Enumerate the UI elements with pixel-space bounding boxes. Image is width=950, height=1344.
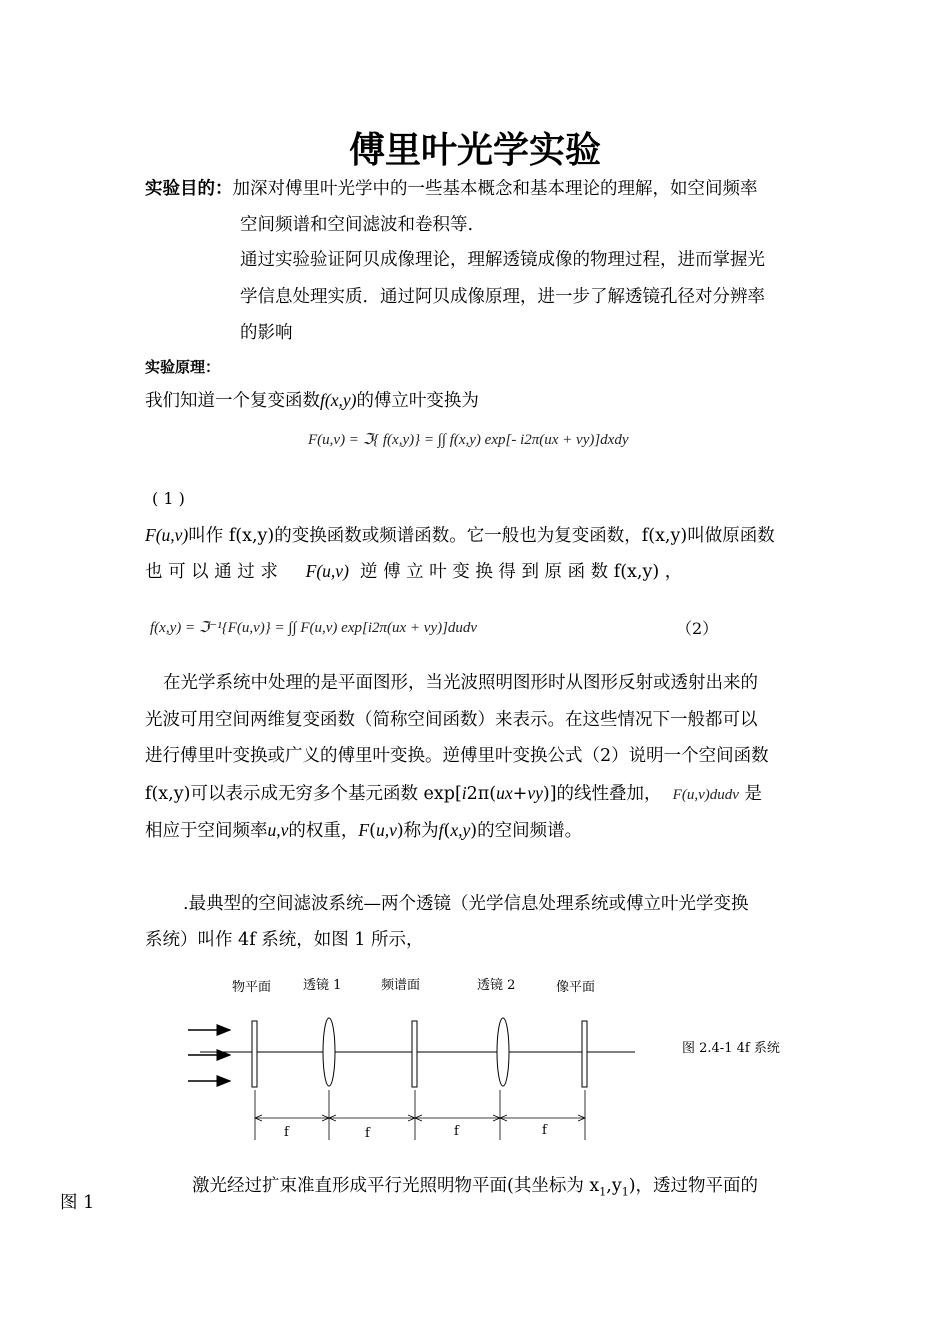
purpose-line-3: 通过实验验证阿贝成像理论，理解透镜成像的物理过程，进而掌握光 — [240, 250, 765, 270]
f-label-3: f — [454, 1124, 459, 1139]
paragraph-2-line-2: 光波可用空间两维复变函数（简称空间函数）来表示。在这些情况下一般都可以 — [145, 710, 758, 730]
intro-text: 我们知道一个复变函数 — [145, 391, 320, 411]
p2-l5-a: 相应于空间频率 — [145, 821, 268, 841]
p2-l5-i: )的空间频谱。 — [470, 821, 583, 841]
intro-fx: f(x,y) — [320, 390, 357, 410]
label-lens-2: 透镜 2 — [477, 978, 516, 993]
last-line-b: ,y — [606, 1176, 622, 1196]
image-plane — [582, 1021, 587, 1087]
lens-1 — [323, 1018, 335, 1086]
p2-l5-uv: u,v — [267, 820, 289, 840]
last-line-sub1: 1 — [599, 1185, 607, 1199]
p1-line2-b: 逆 傅 立 叶 变 换 得 到 原 函 数 f(x,y) ， — [360, 562, 683, 582]
p1-line2-Fuv: F(u,v) — [305, 561, 349, 581]
p2-l4-c: 2π( — [466, 784, 497, 804]
last-line — [192, 1168, 758, 1211]
formula-2: f(x,y) = ℑ⁻¹{F(u,v)} = ∫∫ F(u,v) exp[i2π(ux + vy)]dudv — [150, 620, 478, 636]
purpose-line-5: 的影响 — [240, 323, 293, 343]
equation-1-number: ( 1 ) — [152, 489, 185, 508]
p2-l5-d: u,v — [375, 820, 397, 840]
f-label-2: f — [365, 1126, 370, 1141]
lens-2 — [497, 1018, 509, 1086]
purpose-text-1: 加深对傅里叶光学中的一些基本概念和基本理论的理解，如空间频率 — [232, 179, 758, 199]
p2-l4-formula: F(u,v)dudv — [672, 787, 739, 803]
principle-label: 实验原理： — [145, 358, 221, 376]
last-line-a: 激光经过扩束准直形成平行光照明物平面(其坐标为 x — [192, 1176, 600, 1196]
label-object-plane: 物平面 — [232, 980, 272, 995]
last-line-c: )，透过物平面的 — [628, 1176, 759, 1196]
formula-1: F(u,v) = ℑ{ f(x,y)} = ∫∫ f(x,y) exp[- i2π(ux + vy)]dxdy — [308, 432, 629, 448]
p2-l4-f: vy — [527, 783, 543, 803]
purpose-label: 实验目的： — [145, 179, 233, 199]
p2-l4-e: + — [512, 784, 528, 804]
p2-l4-g: )]的线性叠加， — [542, 784, 662, 804]
label-image-plane: 像平面 — [556, 980, 596, 995]
label-lens-1: 透镜 1 — [303, 978, 342, 993]
equation-2-number: （2） — [676, 619, 719, 638]
last-line-sub2: 1 — [621, 1185, 629, 1199]
label-spectrum-plane: 频谱面 — [381, 978, 421, 993]
p1-line1-rest: 叫作 f(x,y)的变换函数或频谱函数。它一般也为复变函数，f(x,y)叫做原函数 — [188, 526, 775, 546]
purpose-line-4: 学信息处理实质．通过阿贝成像原理，进一步了解透镜孔径对分辨率 — [240, 287, 765, 307]
p2-l4-d: ux — [496, 783, 513, 803]
figure-label: 图 1 — [60, 1193, 95, 1213]
p2-l5-c: ( — [369, 821, 376, 841]
purpose-line-2: 空间频谱和空间滤波和卷积等. — [240, 215, 474, 235]
p2-l5-f: f — [438, 820, 444, 840]
spectrum-plane — [412, 1021, 417, 1087]
page-title: 傅里叶光学实验 — [348, 130, 601, 171]
paragraph-2-line-3: 进行傅里叶变换或广义的傅里叶变换。逆傅里叶变换公式（2）说明一个空间函数 — [145, 746, 769, 766]
object-plane — [252, 1021, 257, 1087]
p2-l5-e: )称为 — [396, 821, 439, 841]
intro-tail: 的傅立叶变换为 — [356, 391, 479, 411]
paragraph-3-line-2: 系统）叫作 4f 系统，如图 1 所示， — [145, 930, 424, 950]
f-label-4: f — [542, 1123, 547, 1138]
p2-l5-g: ( — [443, 821, 451, 841]
p2-l4-b: i — [461, 783, 467, 803]
p2-l5-h: x,y — [450, 820, 471, 840]
paragraph-2-line-1: 在光学系统中处理的是平面图形，当光波照明图形时从图形反射或透射出来的 — [163, 673, 758, 693]
f-label-1: f — [284, 1125, 289, 1140]
p1-Fuv: F(u,v) — [145, 525, 189, 545]
diagram-caption: 图 2.4-1 4f 系统 — [682, 1041, 780, 1056]
p2-l4-a: f(x,y)可以表示成无穷多个基元函数 exp[ — [145, 784, 462, 804]
p1-line2-a: 也 可 以 通 过 求 — [145, 562, 278, 582]
p2-l4-h: 是 — [744, 784, 762, 804]
p2-l5-F: F — [358, 820, 370, 840]
p2-l5-b: 的权重， — [288, 821, 359, 841]
paragraph-3-line-1: .最典型的空间滤波系统—两个透镜（光学信息处理系统或傅立叶光学变换 — [183, 894, 749, 914]
